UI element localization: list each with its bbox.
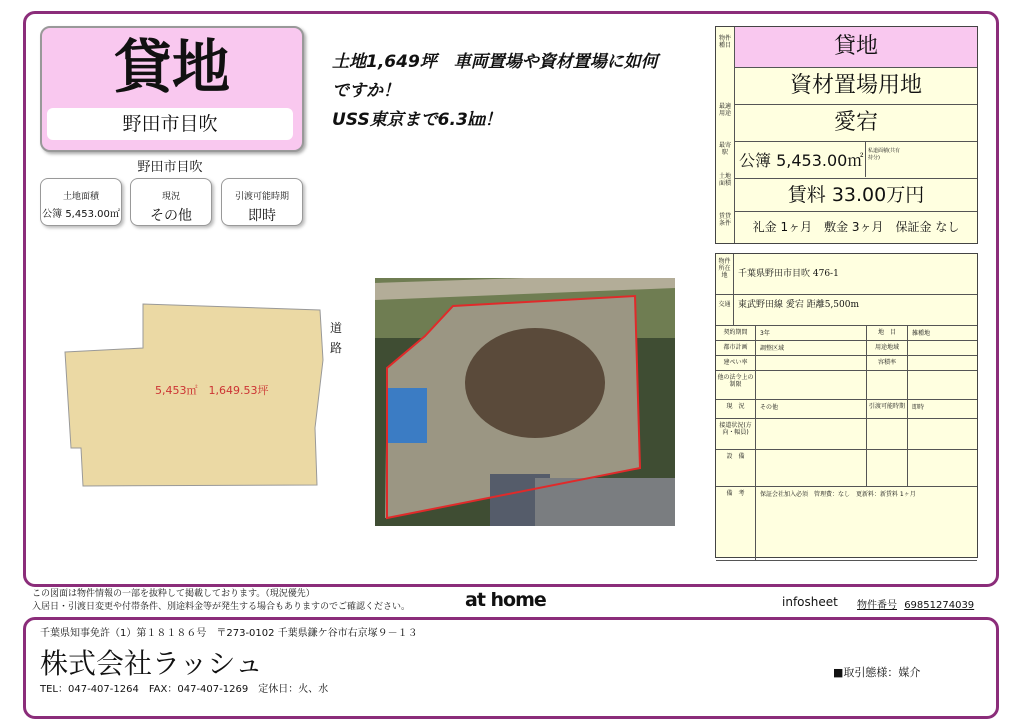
use-cell: 資材置場用地	[735, 68, 977, 105]
area-text: 5,453㎡ 1,649.53坪	[155, 384, 269, 397]
deal-type: ■取引態様：媒介	[833, 666, 921, 679]
detail-label-2: 地 目	[866, 326, 908, 340]
detail-row	[716, 341, 977, 356]
detail-row	[716, 450, 977, 487]
aerial-drawing	[375, 278, 675, 526]
detail-label: 設 備	[716, 450, 756, 486]
traffic-row	[716, 295, 977, 326]
label-column	[716, 27, 735, 243]
detail-row	[716, 371, 977, 400]
rent-cell: 賃料 33.00万円	[735, 179, 977, 212]
property-number-value: 69851274039	[904, 600, 975, 611]
label-use: 最適用途	[718, 103, 731, 117]
detail-label: 現 況	[716, 400, 756, 418]
detail-row	[716, 419, 977, 450]
headline-line: 土地1,649坪 車両置場や資材置場に如何	[332, 52, 658, 72]
label-station: 最寄駅	[718, 142, 731, 156]
detail-value: 3年	[760, 330, 770, 337]
athome-logo: at home	[465, 589, 546, 611]
page-title: 貸地	[113, 33, 230, 101]
detail-value-2: 雑種地	[912, 330, 931, 337]
station-cell: 愛宕	[735, 105, 977, 142]
detail-label-2: 用途地域	[866, 341, 908, 355]
chip-delivery	[221, 178, 303, 226]
chip-value: 公簿 5,453.00㎡	[42, 209, 120, 220]
property-table-bottom	[715, 253, 978, 558]
location-label: 野田市目吹	[47, 108, 293, 140]
detail-label-2: 容積率	[866, 356, 908, 370]
detail-label: 接道状況(方向・幅員)	[716, 419, 756, 449]
area-value: 公簿 5,453.00㎡	[739, 151, 864, 170]
traffic-value: 東武野田線 愛宕 距離5,500m	[738, 300, 860, 310]
detail-label-2	[866, 450, 908, 486]
title-box	[40, 26, 304, 152]
kind-cell: 貸地	[735, 27, 977, 68]
detail-label: 他の法令上の制限	[716, 371, 756, 399]
contact-text: TEL：047-407-1264 FAX：047-407-1269 定休日：火、水	[40, 684, 329, 695]
terms-cell: 礼金 1ヶ月 敷金 3ヶ月 保証金 なし	[752, 220, 960, 234]
aerial-photo	[375, 278, 675, 526]
detail-label: 建ぺい率	[716, 356, 756, 370]
road-label: 道路	[330, 321, 343, 355]
property-number	[857, 596, 974, 611]
notice-1: この図面は物件情報の一部を抜粋して掲載しております。（現況優先）	[32, 589, 315, 599]
detail-label-2	[866, 419, 908, 449]
detail-label-2: 引渡可能時期	[866, 400, 908, 418]
notice-2: 入居日・引渡日変更や付帯条件、別途料金等が発生する場合もありますのでご確認ください。	[32, 602, 411, 612]
location-label: 物件所在地	[716, 254, 734, 294]
chip-value: その他	[150, 208, 192, 224]
property-number-label: 物件番号	[857, 600, 897, 611]
infosheet-label: infosheet	[782, 595, 838, 609]
chip-value: 即時	[248, 208, 276, 224]
chip-label: 現況	[161, 192, 180, 202]
detail-value-2: 即時	[912, 404, 925, 411]
headline	[332, 48, 712, 135]
area-cell	[735, 142, 977, 179]
chip-area	[40, 178, 122, 226]
detail-row	[716, 356, 977, 371]
chip-label: 土地面積	[62, 192, 99, 202]
label-area: 土地面積	[718, 173, 731, 187]
detail-row	[716, 487, 977, 561]
sub-location: 野田市目吹	[137, 160, 203, 175]
detail-row	[716, 326, 977, 341]
license-text: 千葉県知事免許（1）第１８１８６号 〒273-0102 千葉県鎌ケ谷市右京塚９－１３	[40, 628, 418, 639]
detail-row	[716, 400, 977, 419]
detail-label: 契約期間	[716, 326, 756, 340]
detail-value: 保証会社加入必須 管理費：なし 更新料：新賃料 1ヶ月	[760, 491, 916, 498]
company-name: 株式会社ラッシュ	[40, 647, 263, 680]
plot-map	[55, 300, 355, 505]
chip-label: 引渡可能時期	[234, 192, 289, 202]
location-row	[716, 254, 977, 295]
label-terms: 賃貸条件	[718, 213, 731, 227]
property-table-top	[715, 26, 978, 244]
label-kind: 物件種目	[718, 35, 731, 49]
traffic-label: 交通	[716, 295, 734, 325]
chip-status	[130, 178, 212, 226]
detail-label: 都市計画	[716, 341, 756, 355]
headline-line: ですか！	[332, 81, 400, 101]
detail-label: 備 考	[716, 487, 756, 560]
headline-line: USS東京まで6.3㎞！	[332, 110, 502, 130]
detail-value: 調整区域	[760, 345, 785, 352]
location-value: 千葉県野田市目吹 476-1	[738, 269, 839, 279]
detail-value: その他	[760, 404, 779, 411]
detail-label-2	[866, 371, 908, 399]
area-note: 私道面積(共有持分)	[865, 142, 905, 177]
